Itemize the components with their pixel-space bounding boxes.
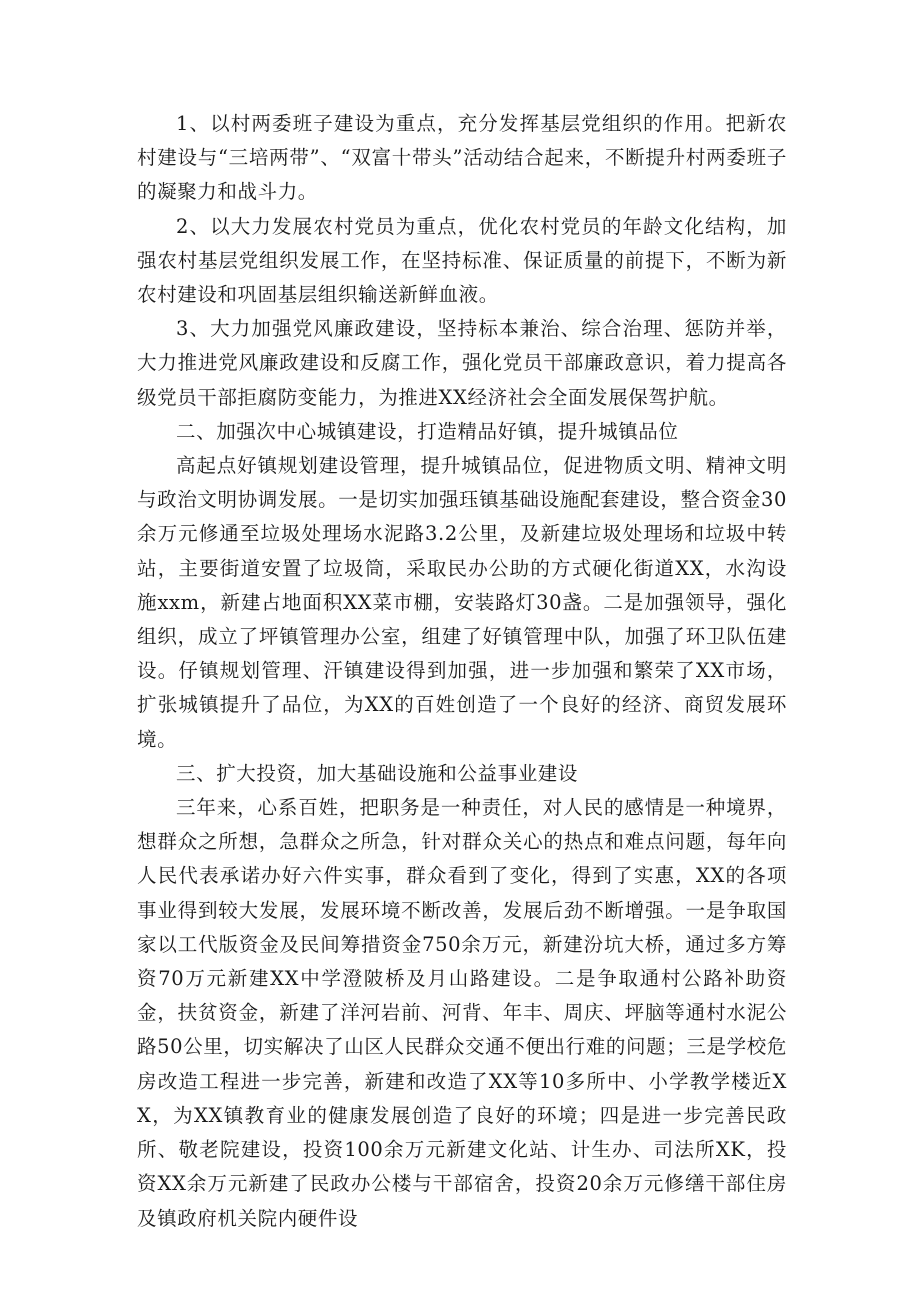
- paragraph-town-planning: 高起点好镇规划建设管理，提升城镇品位，促进物质文明、精神文明与政治文明协调发展。一是切实加强珏镇基础设施配套建设，整合资金30余万元修通至垃圾处理场水泥路3.2公里，及新建垃圾处理场和垃圾中转站，主要街道安置了垃圾筒，采取民办公助的方式硬化街道XX，水沟设施xxm，新建占地面积XX菜市棚，安装路灯30盏。二是加强领导，强化组织，成立了坪镇管理办公室，组建了好镇管理中队，加强了环卫队伍建设。仔镇规划管理、汗镇建设得到加强，进一步加强和繁荣了XX市场，扩张城镇提升了品位，为XX的百姓创造了一个良好的经济、商贸发展环境。: [137, 454, 787, 751]
- paragraph-anti-corruption: 3、大力加强党风廉政建设，坚持标本兼治、综合治理、惩防并举，大力推进党风廉政建设和反腐工作，强化党员干部廉政意识，着力提高各级党员干部拒腐防变能力，为推进XX经济社会全面发展保驾护航。: [137, 317, 787, 409]
- section-heading-town-construction: 二、加强次中心城镇建设，打造精品好镇，提升城镇品位: [176, 419, 679, 443]
- paragraph-party-members: 2、以大力发展农村党员为重点，优化农村党员的年龄文化结构，加强农村基层党组织发展工作，在坚持标准、保证质量的前提下，不断为新农村建设和巩固基层组织输送新鲜血液。: [137, 214, 787, 307]
- paragraph-village-committee: 1、以村两委班子建设为重点，充分发挥基层党组织的作用。把新农村建设与“三培两带”、“双富十带头”活动结合起来，不断提升村两委班子的凝聚力和战斗力。: [137, 112, 787, 204]
- document-body: [137, 107, 787, 1236]
- paragraph-three-years: 三年来，心系百姓，把职务是一种责任，对人民的感情是一种境界，想群众之所想，急群众之所急，针对群众关心的热点和难点问题，每年向人民代表承诺办好六件实事，群众看到了变化，得到了实惠，XX的各项事业得到较大发展，发展环境不断改善，发展后劲不断增强。一是争取国家以工代版资金及民间筹措资金750余万元，新建汾坑大桥，通过多方筹资70万元新建XX中学澄陂桥及月山路建设。二是争取通村公路补助资金，扶贫资金，新建了洋河岩前、河背、年丰、周庆、坪脑等通村水泥公路50公里，切实解决了山区人民群众交通不便出行难的问题；三是学校危房改造工程进一步完善，新建和改造了XX等10多所中、小学教学楼近XX，为XX镇教育业的健康发展创造了良好的环境；四是进一步完善民政所、敬老院建设，投资100余万元新建文化站、计生办、司法所XK，投资XX余万元新建了民政办公楼与干部宿舍，投资20余万元修缮干部住房及镇政府机关院内硬件设: [137, 796, 787, 1230]
- section-heading-investment: 三、扩大投资，加大基础设施和公益事业建设: [176, 761, 579, 785]
